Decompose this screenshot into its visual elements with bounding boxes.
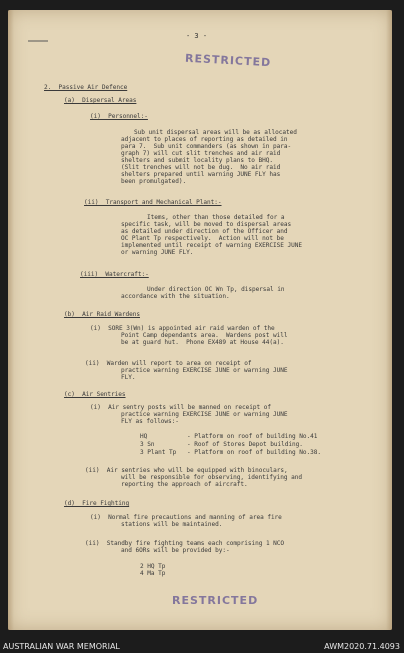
body-line: (ii) Warden will report to area on receipt of <box>85 360 252 367</box>
body-line: practice warning EXERCISE JUNE or warning JUNE <box>121 411 288 418</box>
body-line: (i) Normal fire precautions and manning of area fire <box>90 514 282 521</box>
body-line: reporting the approach of aircraft. <box>121 481 248 488</box>
body-line: as detailed under direction of the Officer and <box>121 228 288 235</box>
body-line: be at guard hut. Phone EX489 at House 44(a). <box>121 339 284 346</box>
body-line: practice warning EXERCISE JUNE or warning JUNE <box>121 367 288 374</box>
body-line: shelters and submit locality plans to BHQ. <box>121 157 273 164</box>
footer-accession-number: AWM2020.71.4093 <box>324 642 400 651</box>
body-line: (ii) Air sentries who will be equipped with binoculars, <box>85 467 288 474</box>
subsection-heading: (c) Air Sentries <box>64 391 126 398</box>
item-heading: (ii) Transport and Mechanical Plant:- <box>84 199 222 206</box>
body-line: implemented until receipt of warning EXERCISE JUNE <box>121 242 302 249</box>
section-heading: 2. Passive Air Defence <box>44 84 128 91</box>
body-line: shelters prepared until warning JUNE FLY has <box>121 171 281 178</box>
body-line: (i) SORE 3(Wn) is appointed air raid warden of the <box>90 325 275 332</box>
body-line: been promulgated). <box>121 178 187 185</box>
post-line: 3 Sn - Roof of Stores Depot building. <box>140 441 303 448</box>
body-line: Under direction OC Wn Tp, dispersal in <box>147 286 285 293</box>
subsection-heading: (b) Air Raid Wardens <box>64 311 140 318</box>
item-heading: (i) Personnel:- <box>90 113 148 120</box>
restricted-stamp-top: RESTRICTED <box>184 51 272 70</box>
unit-line: 4 Ma Tp <box>140 570 166 577</box>
body-line: (ii) Standby fire fighting teams each comprising 1 NCO <box>85 540 285 547</box>
archive-footer <box>0 640 404 653</box>
body-line: accordance with the situation. <box>121 293 230 300</box>
body-line: (i) Air sentry posts will be manned on receipt of <box>90 404 271 411</box>
body-line: Items, other than those detailed for a <box>147 214 285 221</box>
body-line: Sub unit dispersal areas will be as allocated <box>134 129 297 136</box>
page-number: - 3 - <box>186 32 208 40</box>
body-line: stations will be maintained. <box>121 521 223 528</box>
body-line: and 6ORs will be provided by:- <box>121 547 230 554</box>
body-line: adjacent to places of reporting as detailed in <box>121 136 288 143</box>
post-line: HQ - Platform on roof of building No.41 <box>140 433 318 440</box>
body-line: Point Camp dependants area. Wardens post will <box>121 332 288 339</box>
page-edge-right <box>386 10 392 630</box>
unit-line: 2 HQ Tp <box>140 563 166 570</box>
body-line: graph 7) will cut slit trenches and air raid <box>121 150 281 157</box>
subsection-heading: (d) Fire Fighting <box>64 500 130 507</box>
body-line: para 7. Sub unit commanders (as shown in para- <box>121 143 292 150</box>
body-line: or warning JUNE FLY. <box>121 249 194 256</box>
body-line: FLY. <box>121 374 136 381</box>
item-heading: (iii) Watercraft:- <box>80 271 149 278</box>
body-line: OC Plant Tp respectively. Action will not be <box>121 235 284 242</box>
footer-source: AUSTRALIAN WAR MEMORIAL <box>3 642 120 651</box>
restricted-stamp-bottom: RESTRICTED <box>172 594 259 607</box>
subsection-heading: (a) Dispersal Areas <box>64 97 137 104</box>
body-line: FLY as follows:- <box>121 418 179 425</box>
page-edge-left <box>8 10 14 630</box>
ink-mark <box>28 40 48 42</box>
body-line: (Slit trenches will not be dug. No air raid <box>121 164 281 171</box>
body-line: specific task, will be moved to dispersal areas <box>121 221 292 228</box>
post-line: 3 Plant Tp - Platform on roof of building No.38. <box>140 449 321 456</box>
body-line: will be responsible for observing, identifying and <box>121 474 302 481</box>
